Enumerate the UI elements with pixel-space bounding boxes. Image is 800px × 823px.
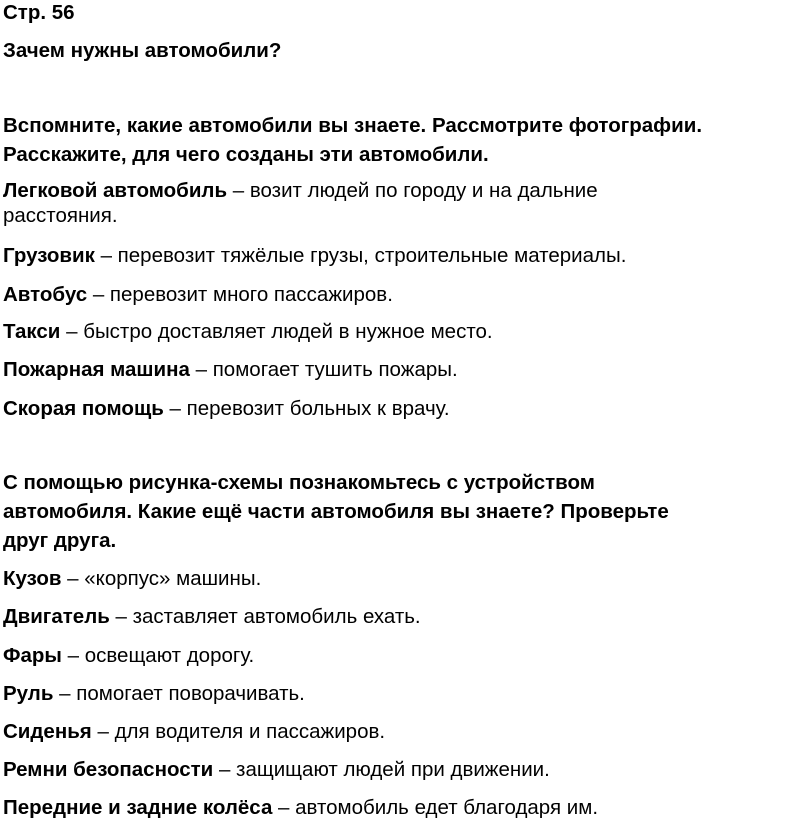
answer-item: Двигатель – заставляет автомобиль ехать.: [3, 605, 421, 628]
answer-item: Скорая помощь – перевозит больных к врачу.: [3, 397, 450, 420]
answer-item: Легковой автомобиль – возит людей по городу и на дальние: [3, 179, 598, 202]
answer-item: Автобус – перевозит много пассажиров.: [3, 283, 393, 306]
answer-item: Фары – освещают дорогу.: [3, 644, 255, 667]
answer-item: Ремни безопасности – защищают людей при движении.: [3, 758, 550, 781]
task2-question: автомобиля. Какие ещё части автомобиля вы знаете? Проверьте: [3, 500, 669, 523]
answer-item: Такси – быстро доставляет людей в нужное место.: [3, 320, 493, 343]
answer-item: Передние и задние колёса – автомобиль едет благодаря им.: [3, 796, 599, 819]
answer-item: Кузов – «корпус» машины.: [3, 567, 262, 590]
answer-item: Грузовик – перевозит тяжёлые грузы, строительные материалы.: [3, 244, 627, 267]
answer-item: Пожарная машина – помогает тушить пожары.: [3, 358, 458, 381]
page-title: Зачем нужны автомобили?: [3, 39, 282, 62]
task1-question: Вспомните, какие автомобили вы знаете. Рассмотрите фотографии.: [3, 114, 703, 137]
page-label: Стр. 56: [3, 1, 75, 24]
task2-question: С помощью рисунка-схемы познакомьтесь с устройством: [3, 471, 595, 494]
task2-question: друг друга.: [3, 529, 117, 552]
answer-item: Руль – помогает поворачивать.: [3, 682, 305, 705]
answer-item: Сиденья – для водителя и пассажиров.: [3, 720, 386, 743]
task1-question: Расскажите, для чего созданы эти автомобили.: [3, 143, 489, 166]
answer-item-continued: расстояния.: [3, 204, 118, 227]
